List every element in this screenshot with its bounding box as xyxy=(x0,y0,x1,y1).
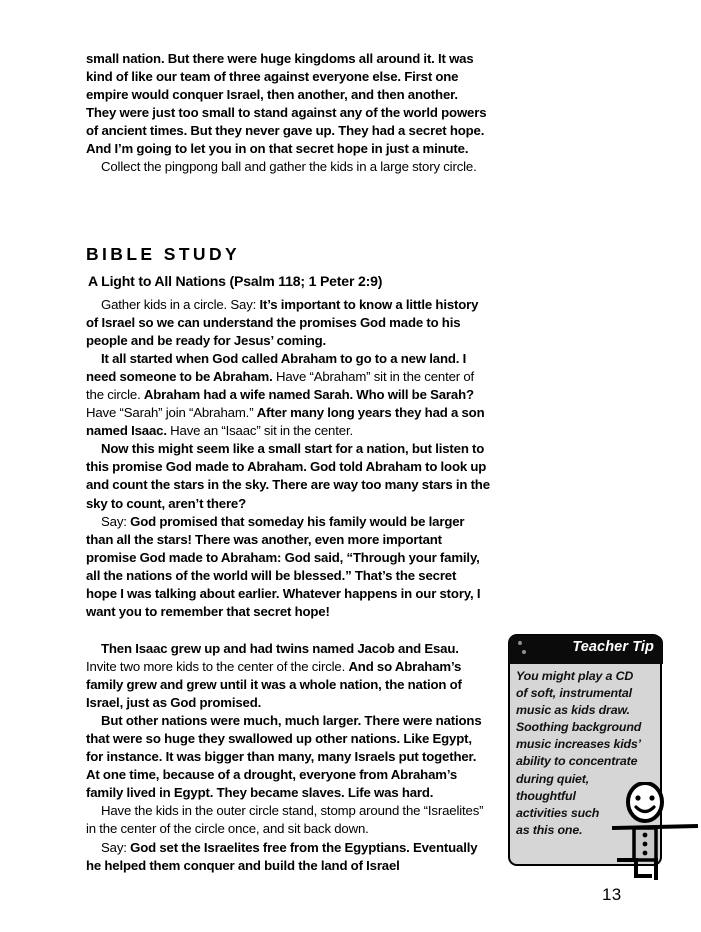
para5-seg-c: And so Abraham’s family grew and grew until it was a whole nation, the nation of Israel, just as God promised. xyxy=(86,659,462,711)
para5-seg-b: Invite two more kids to the center of the circle. xyxy=(86,659,349,675)
paragraph-stomp-instruction: Have the kids in the outer circle stand, stomp around the “Israelites” in the center of the circle once, and sit back down. xyxy=(86,803,484,837)
para2-seg-b: Have “Abraham” sit in the center of the circle. xyxy=(86,369,475,403)
stick-figure-icon xyxy=(612,782,700,880)
tip-line: music as kids draw. xyxy=(516,703,630,718)
para8-lead: Say: xyxy=(101,839,131,855)
paragraph-abraham xyxy=(86,350,490,440)
tip-line: of soft, instrumental xyxy=(516,686,632,701)
para2-seg-f: Have an “Isaac” sit in the center. xyxy=(170,423,353,439)
para4-lead: Say: xyxy=(101,513,131,529)
paragraph-gather-kids xyxy=(86,296,490,350)
tip-line: ability to concentrate xyxy=(516,754,638,769)
section-heading-bible-study: BIBLE STUDY xyxy=(86,244,241,264)
para1-bold: It’s important to know a little history of Israel so we can understand the promises God made to his people and be ready for Jesus’ coming. xyxy=(86,297,479,349)
top-text-block xyxy=(86,50,490,176)
stick-figure-illustration xyxy=(612,782,700,880)
para2-seg-e: After many long years they had a son named Isaac. xyxy=(86,405,485,439)
paragraph-say-promise xyxy=(86,513,490,621)
tip-line: thoughtful xyxy=(516,788,576,803)
para4-bold: God promised that someday his family would be larger than all the stars! There was another, even more important promise God made to Abraham: God said, “Through your family, all the nations of the world will be blessed.” That’s the secret hope I was talking about earlier. Whatever happens in our story, I want you to remember that secret hope! xyxy=(86,513,481,619)
tip-line: Soothing background xyxy=(516,720,642,735)
tip-line: music increases kids’ xyxy=(516,737,641,752)
page-number: 13 xyxy=(602,885,622,904)
bible-study-body-continued xyxy=(86,640,490,875)
paragraph-collect-pingpong: Collect the pingpong ball and gather the kids in a large story circle. xyxy=(101,159,477,175)
para2-seg-c: Abraham had a wife named Sarah. Who will be Sarah? xyxy=(143,387,474,403)
para8-bold: God set the Israelites free from the Egyptians. Eventually he helped them conquer and build the land of Israel xyxy=(86,839,478,873)
tip-line: You might play a CD xyxy=(516,669,634,683)
para1-lead: Gather kids in a circle. Say: xyxy=(101,297,260,312)
paragraph-jacob-esau xyxy=(86,640,490,712)
tip-line: as this one. xyxy=(516,822,583,837)
section-subheading: A Light to All Nations (Psalm 118; 1 Peter 2:9) xyxy=(88,273,383,289)
teacher-tip-title: Teacher Tip xyxy=(572,639,654,655)
paragraph-continuation: small nation. But there were huge kingdoms all around it. It was kind of like our team of three against everyone else. First one empire would conquer Israel, then another, and then another. They were just too small to stand against any of the world powers of ancient times. But they never gave up. They had a secret hope. And I’m going to let you in on that secret hope in just a minute. xyxy=(86,51,487,157)
para2-seg-d: Have “Sarah” join “Abraham.” xyxy=(86,405,257,421)
dot-icon-2 xyxy=(522,650,526,654)
dot-icon-1 xyxy=(518,641,522,645)
para5-seg-a: Then Isaac grew up and had twins named Jacob and Esau. xyxy=(101,641,459,656)
tip-line: activities such xyxy=(516,805,600,820)
paragraph-stars-promise: Now this might seem like a small start for a nation, but listen to this promise God made to Abraham. God told Abraham to look up and count the stars in the sky. There are way too many stars in the sky to count, aren’t there? xyxy=(86,441,490,511)
paragraph-say-israelites-free xyxy=(86,839,490,875)
teacher-tip-header xyxy=(509,635,663,664)
paragraph-other-nations: But other nations were much, much larger. There were nations that were so huge they swallowed up other nations. Like Egypt, for instance. It was bigger than many, many Israels put together. At one time, because of a drought, everyone from Abraham’s family lived in Egypt. They became slaves. Life was hard. xyxy=(86,713,482,801)
para2-seg-a: It all started when God called Abraham to go to a new land. I need someone to be Abraham. xyxy=(86,351,467,385)
bible-study-body xyxy=(86,296,490,621)
tip-line: during quiet, xyxy=(516,771,590,786)
